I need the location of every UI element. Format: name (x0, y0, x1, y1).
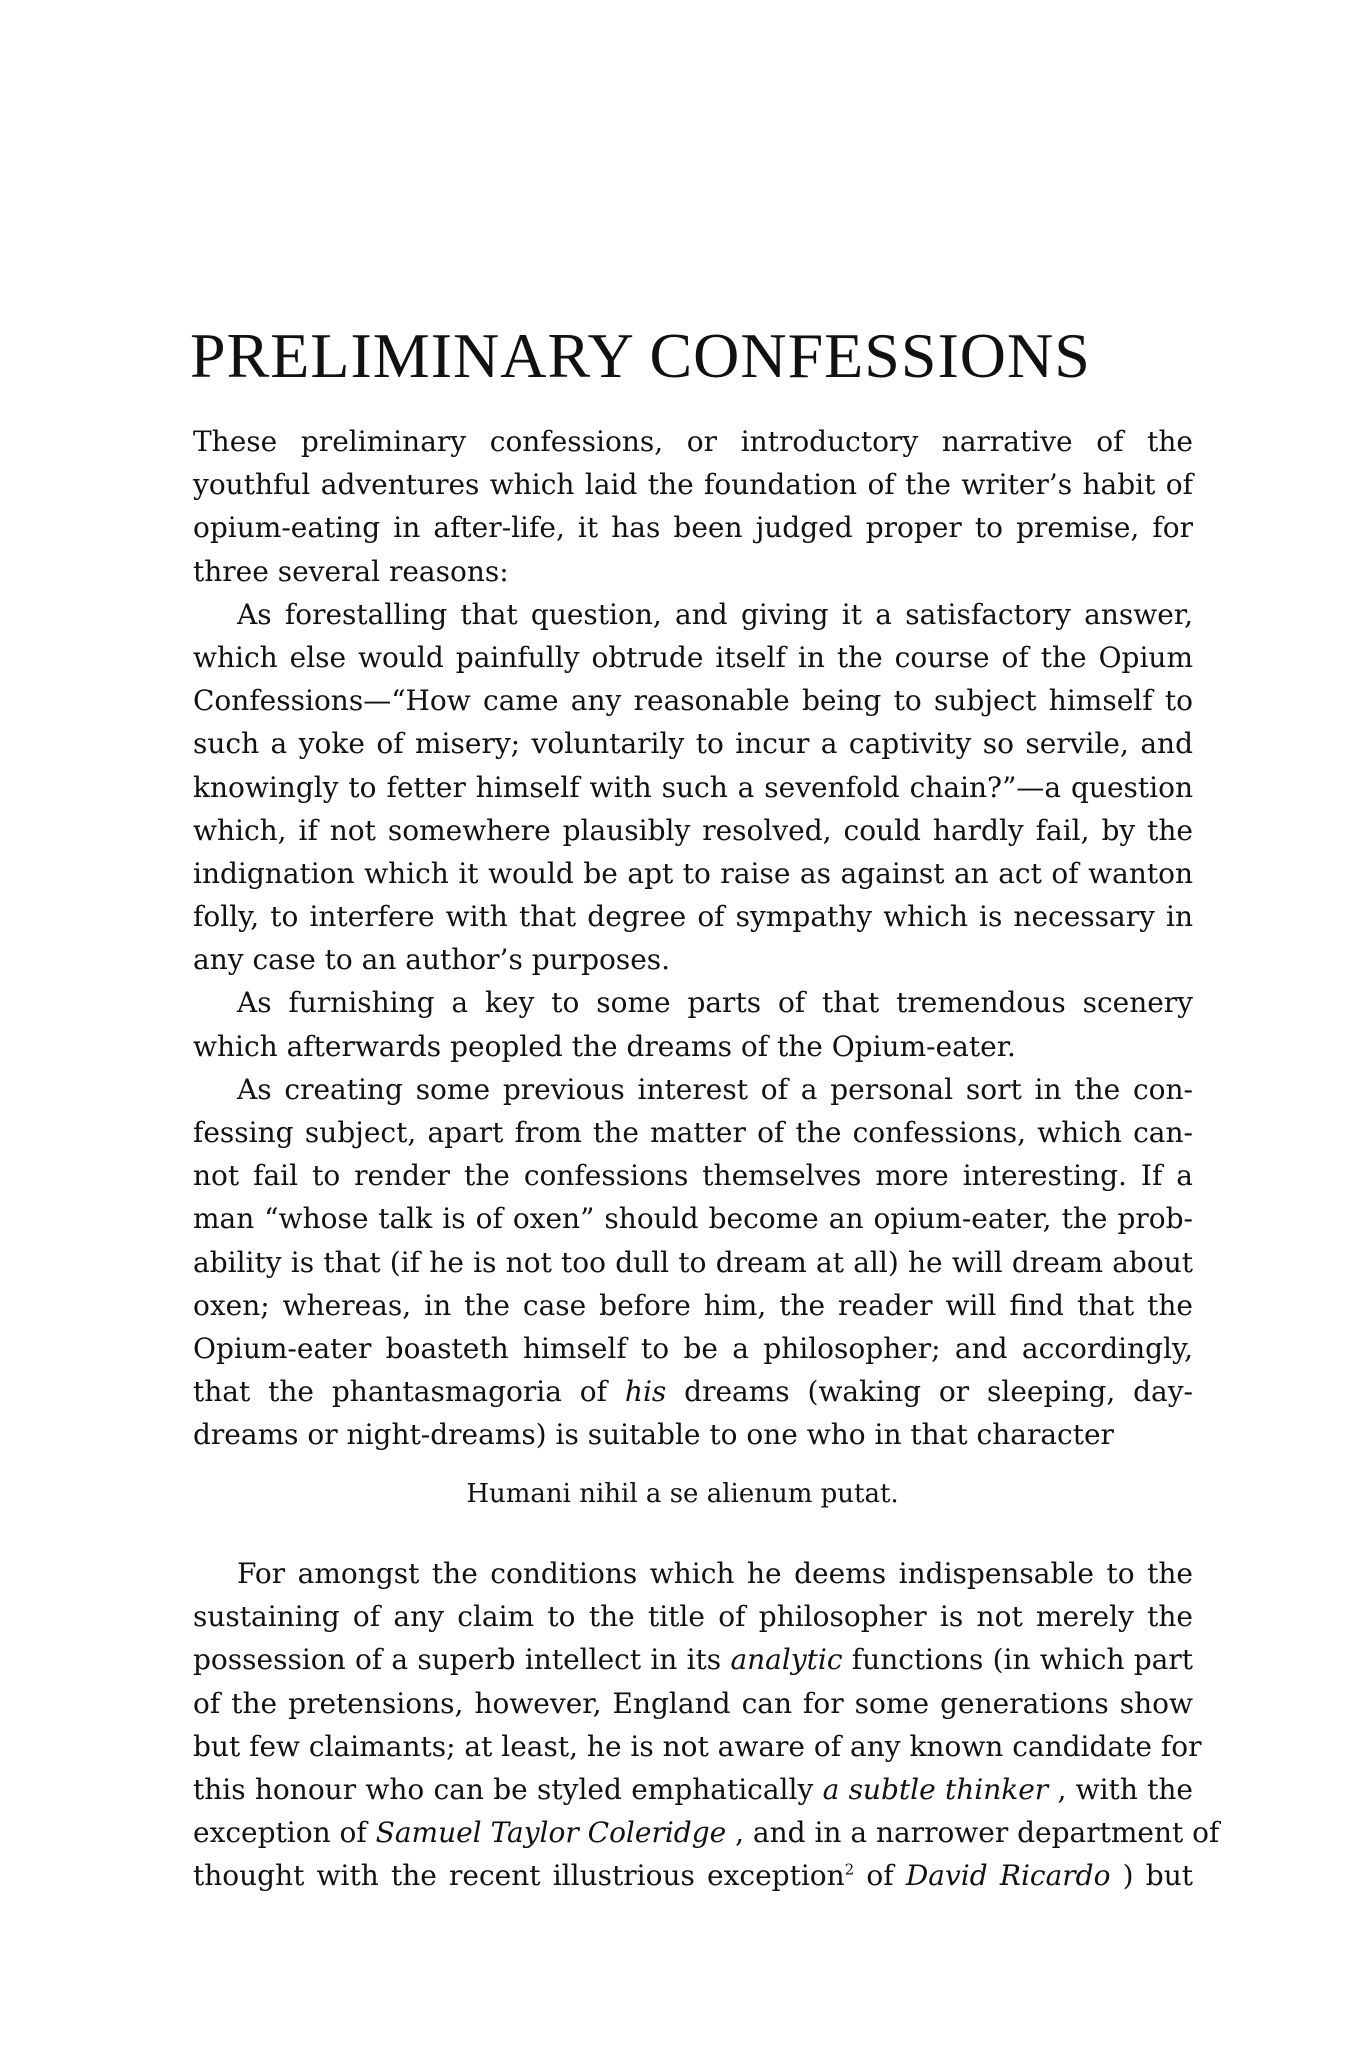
text-line: For amongst the conditions which he deems indispensable to the (237, 1557, 1193, 1590)
italic-text: a subtle thinker (822, 1772, 1049, 1806)
text-line: which, if not somewhere plausibly resolved, could hardly fail, by the (193, 813, 1193, 847)
text-line (193, 1811, 1220, 1854)
latin-epigraph: Humani nihil a se alienum putat. (466, 1479, 899, 1509)
text-line: As creating some previous interest of a personal sort in the con- (237, 1072, 1193, 1106)
chapter-title: PRELIMINARY CONFESSIONS (190, 320, 1091, 391)
text-line (193, 1370, 1193, 1413)
text-run: ) but (1110, 1859, 1193, 1893)
text-line: As forestalling that question, and giving it a satisfactory answer, (237, 597, 1193, 631)
text-line: knowingly to fetter himself with such a sevenfold chain?”—a question (193, 770, 1193, 804)
text-line (193, 1768, 1193, 1811)
text-line: ability is that (if he is not too dull to dream at all) he will dream about (193, 1245, 1193, 1279)
text-line: Confessions—“How came any reasonable being to subject himself to (193, 684, 1193, 718)
text-line: of the pretensions, however, England can for some generations show (193, 1686, 1193, 1720)
text-line: dreams or night-dreams) is suitable to one who in that character (193, 1418, 1114, 1452)
body-text-block-2 (193, 1552, 1220, 1898)
text-line: opium-eating in after-life, it has been judged proper to premise, for (193, 511, 1193, 545)
text-line: man “whose talk is of oxen” should become an opium-eater, the prob- (193, 1202, 1193, 1236)
text-line: which else would painfully obtrude itself in the course of the Opium (193, 640, 1193, 674)
text-line: oxen; whereas, in the case before him, the reader will find that the (193, 1288, 1193, 1322)
text-run: this honour who can be styled emphatically (193, 1772, 823, 1806)
text-run: that the phantasmagoria of (193, 1375, 625, 1409)
text-line: sustaining of any claim to the title of philosopher is not merely the (193, 1600, 1193, 1634)
text-line: As furnishing a key to some parts of that tremendous scenery (237, 986, 1193, 1020)
text-run: of (854, 1859, 906, 1893)
text-line: such a yoke of misery; voluntarily to incur a captivity so servile, and (193, 727, 1193, 761)
italic-text: analytic (730, 1643, 843, 1677)
text-line: but few claimants; at least, he is not aware of any known candidate for (193, 1729, 1202, 1763)
text-line: three several reasons: (193, 554, 509, 588)
text-line: any case to an author’s purposes. (193, 943, 671, 977)
text-run: exception of (193, 1816, 376, 1850)
text-line: Opium-eater boasteth himself to be a philosopher; and accordingly, (193, 1331, 1193, 1365)
text-line: These preliminary confessions, or introductory narrative of the (193, 425, 1193, 458)
italic-text: David Ricardo (905, 1859, 1111, 1893)
text-line: folly, to interfere with that degree of sympathy which is necessary in (193, 900, 1193, 934)
text-line (193, 1638, 1193, 1681)
text-run: functions (in which part (842, 1643, 1194, 1677)
text-line: which afterwards peopled the dreams of the Opium-eater. (193, 1029, 1016, 1063)
text-line: indignation which it would be apt to raise as against an act of wanton (193, 856, 1193, 890)
text-run: thought with the recent illustrious exception (193, 1859, 845, 1893)
text-line: youthful adventures which laid the foundation of the writer’s habit of (193, 468, 1193, 502)
text-run: , and in a narrower department of (726, 1816, 1220, 1850)
text-line: not fail to render the confessions themselves more interesting. If a (193, 1159, 1193, 1193)
body-text-block-1 (193, 420, 1193, 1457)
text-run: dreams (waking or sleeping, day- (666, 1375, 1194, 1409)
footnote-reference[interactable]: 2 (844, 1860, 855, 1879)
text-run: , with the (1048, 1772, 1193, 1806)
text-run: possession of a superb intellect in its (193, 1643, 731, 1677)
italic-text: Samuel Taylor Coleridge (375, 1816, 727, 1850)
italic-text: his (624, 1375, 667, 1409)
text-line: fessing subject, apart from the matter of the confessions, which can- (193, 1116, 1193, 1149)
text-line (193, 1854, 1193, 1897)
